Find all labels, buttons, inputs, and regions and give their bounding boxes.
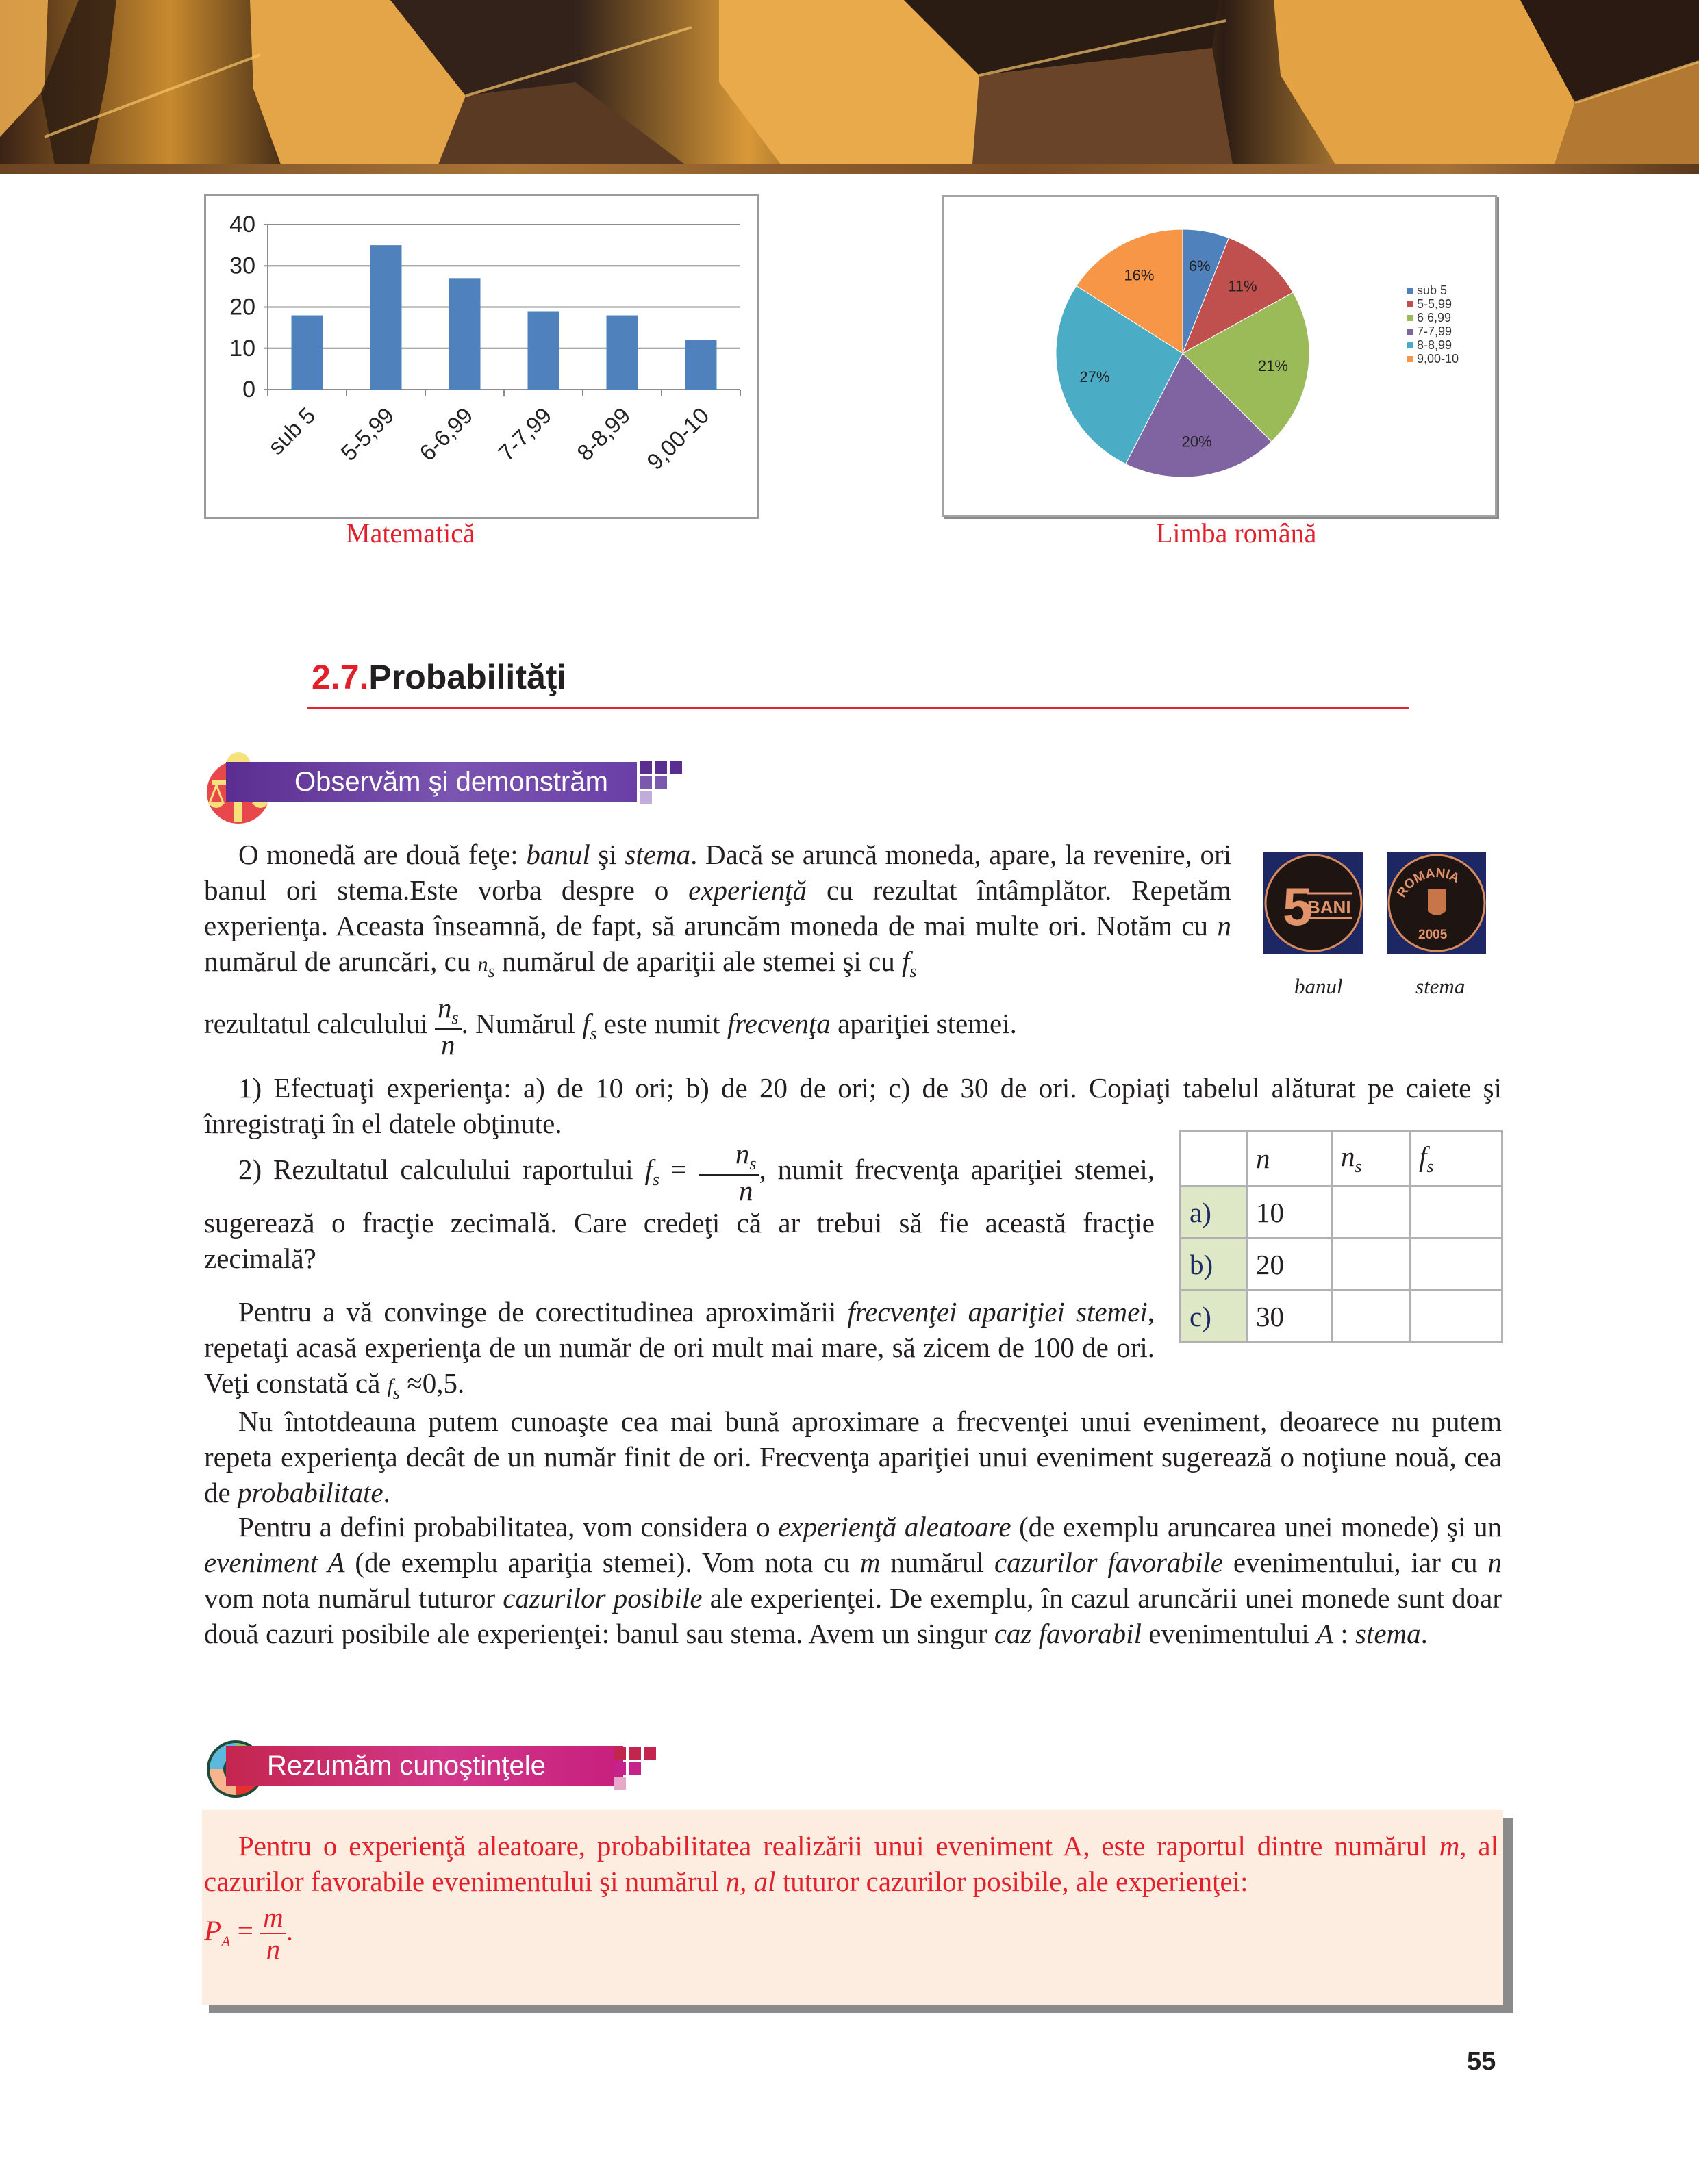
cell-n: 10 — [1247, 1186, 1332, 1239]
frac-denominator: n — [266, 1933, 281, 1965]
text-span: Nu întotdeauna putem cunoaşte cea mai bună aproximare a frecvenţei unui eveniment, deoarece nu putem repeta experienţa decât de un număr finit de ori. Frecvenţa apariţiei unui eveniment sugerează o noţiune nouă, cea de — [204, 1406, 1502, 1508]
term-banul: banul — [526, 839, 590, 870]
legend-label: 5-5,99 — [1417, 297, 1452, 311]
golden-blocks-decoration — [0, 0, 1699, 164]
text-span: (de exemplu aruncarea unei monede) şi un — [1011, 1511, 1502, 1542]
term-frecventei-aparitiei-stemei: frecvenţei apariţiei stemei — [847, 1296, 1148, 1328]
table-header-row — [1181, 1131, 1502, 1186]
page-number: 55 — [1467, 2047, 1496, 2076]
probability-formula — [204, 1903, 1498, 1964]
text-span: . Numărul — [461, 1008, 583, 1039]
bar-chart-matematica — [204, 194, 759, 519]
frequency-note-paragraph — [204, 1404, 1502, 1510]
symbol-fs: f — [582, 1008, 590, 1039]
term-cazurilor-favorabile: cazurilor favorabile — [994, 1547, 1223, 1578]
equals-sign: = — [659, 1154, 699, 1185]
coin-label-stema: stema — [1415, 974, 1465, 998]
section-title — [312, 657, 566, 697]
intro-paragraph — [204, 837, 1231, 989]
bar-chart-svg — [206, 196, 757, 517]
text-span: evenimentului, iar cu — [1222, 1547, 1488, 1578]
table-row — [1181, 1186, 1502, 1239]
term-stema: stema — [625, 839, 691, 870]
text-span: cu rezultat întâmplător. Repetăm experienţa. Aceasta înseamnă, de fapt, să aruncăm moneda de mai multe ori. Notăm cu — [204, 874, 1231, 941]
row-label: a) — [1181, 1186, 1247, 1239]
coin-5-glyph: 5 — [1283, 876, 1313, 937]
definition-paragraph — [204, 1509, 1502, 1651]
row-label: c) — [1181, 1291, 1247, 1343]
pie-chart-limba-romana — [942, 195, 1497, 517]
cell-fs — [1410, 1239, 1502, 1291]
cell-n: 30 — [1247, 1291, 1332, 1343]
symbol-ns: n — [477, 953, 488, 976]
cell-n: 20 — [1247, 1239, 1332, 1291]
summary-ribbon-label: Rezumăm cunoştinţele — [267, 1750, 546, 1781]
y-tick-label: 30 — [229, 253, 255, 279]
text-span: Pentru a defini probabilitatea, vom considera o — [238, 1511, 779, 1542]
cell-ns — [1332, 1186, 1410, 1239]
symbol-m: m, — [1439, 1830, 1467, 1862]
term-caz-favorabil: caz favorabil — [994, 1618, 1142, 1649]
bar-6-6,99 — [449, 278, 481, 390]
coin-bani-glyph: BANI — [1307, 897, 1351, 917]
legend-swatch — [1407, 329, 1413, 335]
bar-9,00-10 — [685, 340, 717, 390]
frac-denominator: n — [738, 1175, 753, 1207]
symbol-p-sub: A — [221, 1932, 231, 1950]
frequency-table — [1179, 1130, 1503, 1343]
header-n-text: n — [1256, 1143, 1270, 1174]
text-span: . — [383, 1477, 390, 1508]
legend-label: 7-7,99 — [1417, 325, 1452, 338]
pie-data-label: 16% — [1124, 266, 1155, 284]
summary-section-ribbon — [226, 1746, 623, 1786]
term-frecventa: frecvenţa — [727, 1008, 831, 1039]
observe-section-ribbon — [226, 762, 637, 802]
cell-fs — [1410, 1186, 1502, 1239]
x-category-label: 6-6,99 — [414, 402, 478, 466]
x-category-label: 7-7,99 — [493, 402, 557, 466]
coin-stema-image — [1387, 852, 1486, 954]
y-tick-label: 40 — [229, 212, 255, 238]
table-row — [1181, 1291, 1502, 1343]
convince-paragraph — [204, 1294, 1155, 1411]
text-span: . — [1420, 1618, 1428, 1649]
text-span: : — [1333, 1618, 1355, 1649]
summary-ribbon-squares — [614, 1747, 662, 1795]
frac-numerator: n — [437, 992, 452, 1024]
frac-numerator-sub: s — [451, 1008, 459, 1028]
text-span: al cazurilor favorabile evenimentului şi numărul — [204, 1830, 1498, 1897]
symbol-fs-sub: s — [909, 961, 917, 982]
text-span: O monedă are două feţe: — [238, 839, 527, 870]
symbol-fs-sub: s — [392, 1383, 400, 1404]
chart-caption-matematica: Matematică — [346, 518, 475, 548]
probability-definition — [204, 1828, 1498, 1964]
bar-7-7,99 — [528, 312, 559, 390]
exercise-1-paragraph: 1) Efectuaţi experienţa: a) de 10 ori; b) de 20 de ori; c) de 30 de ori. Copiaţi tabelul alăturat pe caiete şi înregistraţi în el datele obţinute. — [204, 1072, 1502, 1139]
frac-numerator: n — [735, 1138, 750, 1169]
fraction-ns-over-n — [699, 1140, 759, 1205]
y-tick-label: 10 — [229, 335, 255, 361]
header-strip — [0, 164, 1699, 174]
text-span: vom nota numărul tuturor — [204, 1582, 503, 1614]
chart-caption-limba-romana: Limba română — [1156, 518, 1317, 548]
text-span: 2) Rezultatul calculului raportului — [238, 1154, 645, 1185]
exercise-2-paragraph — [204, 1140, 1155, 1276]
table-row — [1181, 1239, 1502, 1291]
x-category-label: 8-8,99 — [572, 402, 635, 466]
symbol-fs: f — [387, 1375, 393, 1397]
term-probabilitate: probabilitate — [237, 1477, 383, 1508]
legend-label: 9,00-10 — [1417, 352, 1459, 366]
intro-paragraph-end — [204, 994, 1231, 1059]
legend-swatch — [1407, 342, 1413, 348]
coin-romania-glyph: ROMANIA — [1394, 865, 1462, 900]
section-number: 2.7. — [312, 658, 369, 696]
pie-data-label: 21% — [1257, 357, 1288, 375]
row-label: b) — [1181, 1239, 1247, 1291]
symbol-a: A — [1316, 1618, 1334, 1649]
header-ns-text: n — [1341, 1140, 1355, 1172]
text-span: ale experienţei. De exemplu, în cazul aruncării unei monede sunt doar două cazuri posibile ale experienţei: banul sau stema. Avem un singur — [204, 1582, 1502, 1649]
table-header-fs — [1410, 1131, 1502, 1186]
y-tick-label: 0 — [242, 377, 255, 403]
bar-8-8,99 — [607, 316, 638, 390]
frac-numerator-sub: s — [749, 1154, 757, 1174]
legend-label: 6 6,99 — [1417, 311, 1452, 325]
table-header-n — [1247, 1131, 1332, 1186]
legend-label: 8-8,99 — [1417, 338, 1452, 352]
frac-denominator: n — [441, 1029, 455, 1061]
cell-fs — [1410, 1291, 1502, 1343]
observe-ribbon-squares — [640, 761, 688, 809]
legend-swatch — [1407, 301, 1413, 307]
section-title-underline — [307, 707, 1409, 709]
pie-data-label: 11% — [1228, 277, 1257, 295]
x-category-label: sub 5 — [263, 402, 320, 460]
symbol-n: n — [1487, 1547, 1502, 1578]
symbol-m: m — [859, 1547, 881, 1578]
x-category-label: 5-5,99 — [336, 402, 399, 466]
header-fs-sub: s — [1426, 1156, 1434, 1177]
text-span: este numit — [596, 1008, 727, 1039]
bar-5-5,99 — [370, 245, 402, 390]
y-tick-label: 20 — [229, 294, 255, 320]
section-title-text: Probabilităţi — [368, 658, 567, 696]
x-category-label: 9,00-10 — [642, 402, 714, 475]
symbol-p: P — [204, 1914, 222, 1946]
pie-chart-svg — [944, 197, 1495, 515]
text-span: numărul de aruncări, cu — [204, 945, 478, 977]
text-span: evenimentului — [1141, 1618, 1317, 1649]
symbol-n: n — [1217, 910, 1231, 941]
text-span: , numit frecvenţa apariţiei stemei, sugerează o fracţie zecimală. Care credeţi că ar trebui să fie această fracţie zecimală? — [204, 1154, 1155, 1275]
term-stema: stema — [1355, 1618, 1421, 1649]
table-header-ns — [1332, 1131, 1410, 1186]
cell-ns — [1332, 1239, 1410, 1291]
symbol-fs: f — [644, 1154, 653, 1185]
text-span: (de exemplu apariţia stemei). Vom nota cu — [344, 1547, 860, 1578]
text-span: apariţiei stemei. — [830, 1008, 1017, 1039]
text-span: . Dacă se aruncă moneda, apare, la revenire, ori banul ori stema.Este vorba despre o — [204, 839, 1231, 906]
observe-ribbon-label: Observăm şi demonstrăm — [294, 766, 608, 797]
term-eveniment-a: eveniment A — [204, 1547, 345, 1578]
coin-banul-image — [1263, 852, 1363, 954]
table-header-cell — [1181, 1131, 1247, 1186]
text-span: numărul de apariţii ale stemei şi cu — [494, 945, 903, 977]
symbol-ns-sub: s — [488, 961, 495, 982]
text-span: rezultatul calculului — [204, 1008, 435, 1039]
text-span: tuturor cazurilor posibile, ale experienţei: — [775, 1866, 1248, 1897]
pie-data-label: 20% — [1181, 433, 1212, 450]
pie-data-label: 6% — [1188, 257, 1211, 275]
symbol-fs: f — [902, 945, 910, 977]
term-cazurilor-posibile: cazurilor posibile — [503, 1582, 703, 1614]
bar-sub 5 — [292, 316, 323, 390]
fraction-m-over-n — [260, 1903, 286, 1964]
text-span: şi — [590, 839, 625, 870]
cell-ns — [1332, 1291, 1410, 1343]
symbol-n-al: n, al — [725, 1866, 776, 1897]
legend-label: sub 5 — [1417, 283, 1448, 297]
legend-swatch — [1407, 315, 1413, 321]
coin-year-glyph: 2005 — [1418, 928, 1448, 942]
legend-swatch — [1407, 356, 1413, 362]
pie-data-label: 27% — [1079, 368, 1110, 386]
text-span: ≈0,5. — [400, 1367, 465, 1399]
text-span: , repetaţi acasă experienţa de un număr de ori mult mai mare, să zicem de 100 de ori. Veţi constată că — [204, 1296, 1155, 1399]
symbol-fs-sub: s — [590, 1024, 597, 1044]
header-banner-image — [0, 0, 1699, 164]
header-fs-text: f — [1419, 1140, 1427, 1172]
term-experienta-aleatoare: experienţă aleatoare — [778, 1511, 1011, 1542]
term-experienta: experienţă — [688, 874, 807, 906]
coin-label-banul: banul — [1294, 974, 1343, 998]
text-span: . — [286, 1914, 293, 1946]
text-span: Pentru a vă convinge de corectitudinea aproximării — [238, 1296, 848, 1328]
frac-numerator: m — [260, 1903, 286, 1934]
header-ns-sub: s — [1355, 1156, 1362, 1177]
fraction-ns-over-n — [435, 994, 462, 1059]
equals-sign: = — [230, 1914, 261, 1946]
text-span: Pentru o experienţă aleatoare, probabilitatea realizării unui eveniment A, este raportul dintre numărul — [238, 1830, 1439, 1862]
symbol-fs-sub: s — [652, 1169, 660, 1190]
legend-swatch — [1407, 288, 1413, 294]
text-span: numărul — [880, 1547, 995, 1578]
